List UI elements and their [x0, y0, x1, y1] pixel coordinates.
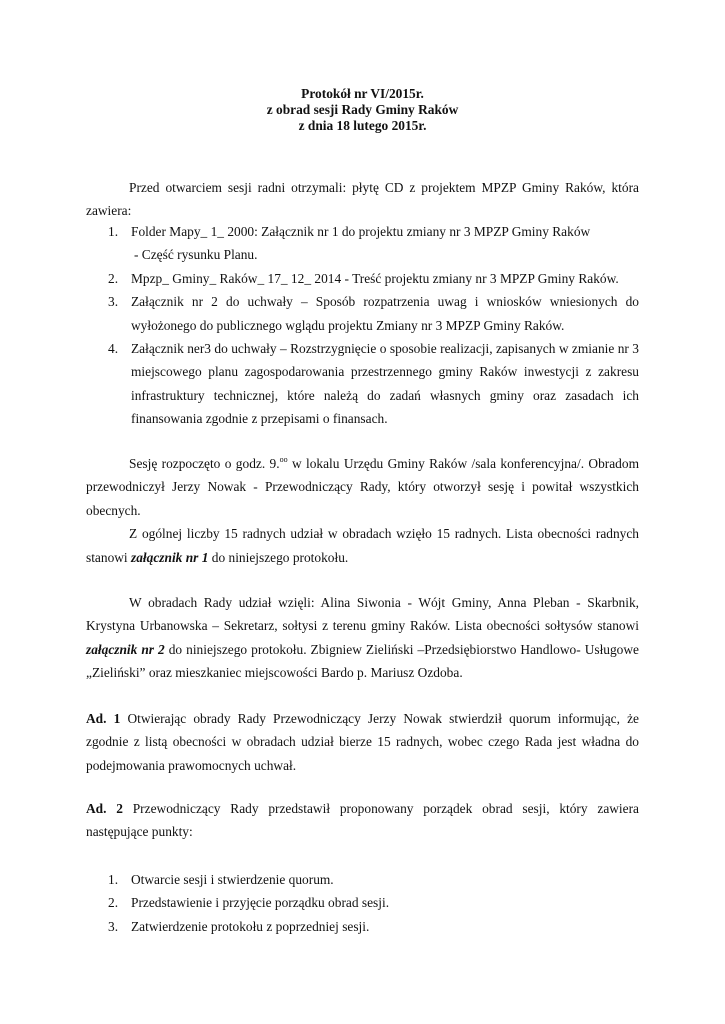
ad1-body: Otwierając obrady Rady Przewodniczący Jerzy Nowak stwierdził quorum informując, że zgodnie z listą obecności w obradach udział bierze 15 radnych, wobec czego Rada jest władna do podejmowania prawomocnych uchwał. — [86, 711, 639, 773]
attachment-1-reference: załącznik nr 1 — [131, 549, 209, 565]
agenda-item — [86, 915, 639, 938]
session-paragraph — [86, 452, 639, 569]
ad2-paragraph — [86, 797, 639, 844]
list-item — [86, 220, 639, 267]
participants-text-a: W obradach Rady udział wzięli: Alina Siwonia - Wójt Gminy, Anna Pleban - Skarbnik, Krystyna Urbanowska – Sekretarz, sołtysi z terenu gminy Raków. Lista obecności sołtysów stanowi — [86, 595, 639, 634]
list-item-number: 1. — [108, 224, 119, 239]
protocol-date: z dnia 18 lutego 2015r. — [298, 118, 427, 133]
ad2-body: Przewodniczący Rady przedstawił proponowany porządek obrad sesji, który zawiera następujące punkty: — [86, 801, 639, 840]
attendance-text-b: do niniejszego protokołu. — [208, 549, 349, 565]
ad2-text — [86, 797, 639, 844]
protocol-subtitle: z obrad sesji Rady Gminy Raków — [266, 102, 459, 117]
intro-text: Przed otwarciem sesji radni otrzymali: płytę CD z projektem MPZP Gminy Raków, która zawiera: — [86, 180, 639, 219]
session-opening-text — [86, 452, 639, 522]
session-text-b: w lokalu Urzędu Gminy Raków /sala konferencyjna/. Obradom przewodniczył Jerzy Nowak - Przewodniczący Rady, który otworzył sesję i powitał wszystkich obecnych. — [86, 456, 639, 518]
agenda-item — [86, 868, 639, 891]
list-item-text: Załącznik ner3 do uchwały – Rozstrzygnięcie o sposobie realizacji, zapisanych w zmianie nr 3 miejscowego planu zagospodarowania przestrzennego gminy Raków inwestycji z zakresu infrastruktury technicznej, które należą do zadań własnych gminy oraz zasadach ich finansowania zgodnie z przepisami o finansach. — [131, 341, 639, 427]
ad1-text — [86, 707, 639, 777]
list-item-text: Mpzp_ Gminy_ Raków_ 17_ 12_ 2014 - Treść projektu zmiany nr 3 MPZP Gminy Raków. — [131, 270, 619, 286]
agenda-item-text: Zatwierdzenie protokołu z poprzedniej sesji. — [131, 918, 370, 934]
protocol-title: Protokół nr VI/2015r. — [301, 86, 424, 101]
attachment-2-reference: załącznik nr 2 — [86, 641, 165, 657]
list-item-number: 2. — [108, 270, 119, 286]
participants-paragraph — [86, 591, 639, 685]
session-text-a: Sesję rozpoczęto o godz. 9. — [129, 456, 280, 471]
agenda-item-number: 2. — [108, 895, 119, 911]
ad1-paragraph — [86, 707, 639, 777]
list-item-number: 4. — [108, 341, 119, 357]
list-item — [86, 267, 639, 290]
participants-text-b: do niniejszego protokołu. Zbigniew Zieliński –Przedsiębiorstwo Handlowo- Usługowe „Zieliński” oraz mieszkaniec miejscowości Bardo p. Mariusz Ozdoba. — [86, 641, 639, 681]
list-item — [86, 290, 639, 337]
list-item-text-continued: - Część rysunku Planu. — [134, 247, 258, 263]
agenda-item-text: Przedstawienie i przyjęcie porządku obrad sesji. — [131, 895, 390, 911]
list-item-number: 3. — [108, 294, 119, 310]
agenda-item — [86, 891, 639, 914]
agenda-item-text: Otwarcie sesji i stwierdzenie quorum. — [131, 872, 334, 887]
attendance-text — [86, 522, 639, 569]
list-item-text: Załącznik nr 2 do uchwały – Sposób rozpatrzenia uwag i wniosków wniesionych do wyłożonego do publicznego wglądu projektu Zmiany nr 3 MPZP Gminy Raków. — [131, 294, 639, 333]
session-time-superscript: oo — [279, 455, 288, 464]
participants-text — [86, 591, 639, 685]
agenda-list — [86, 868, 639, 938]
list-item — [86, 337, 639, 431]
cd-contents-list — [86, 220, 639, 431]
ad1-label: Ad. 1 — [86, 711, 121, 726]
agenda-item-number: 3. — [108, 918, 119, 934]
ad2-label: Ad. 2 — [86, 801, 123, 816]
attendance-text-a: Z ogólnej liczby 15 radnych udział w obradach wzięło 15 radnych. Lista obecności radnych stanowi — [86, 526, 639, 565]
intro-paragraph — [86, 176, 639, 223]
agenda-item-number: 1. — [108, 872, 119, 887]
list-item-text: Folder Mapy_ 1_ 2000: Załącznik nr 1 do projektu zmiany nr 3 MPZP Gminy Raków — [131, 224, 591, 239]
